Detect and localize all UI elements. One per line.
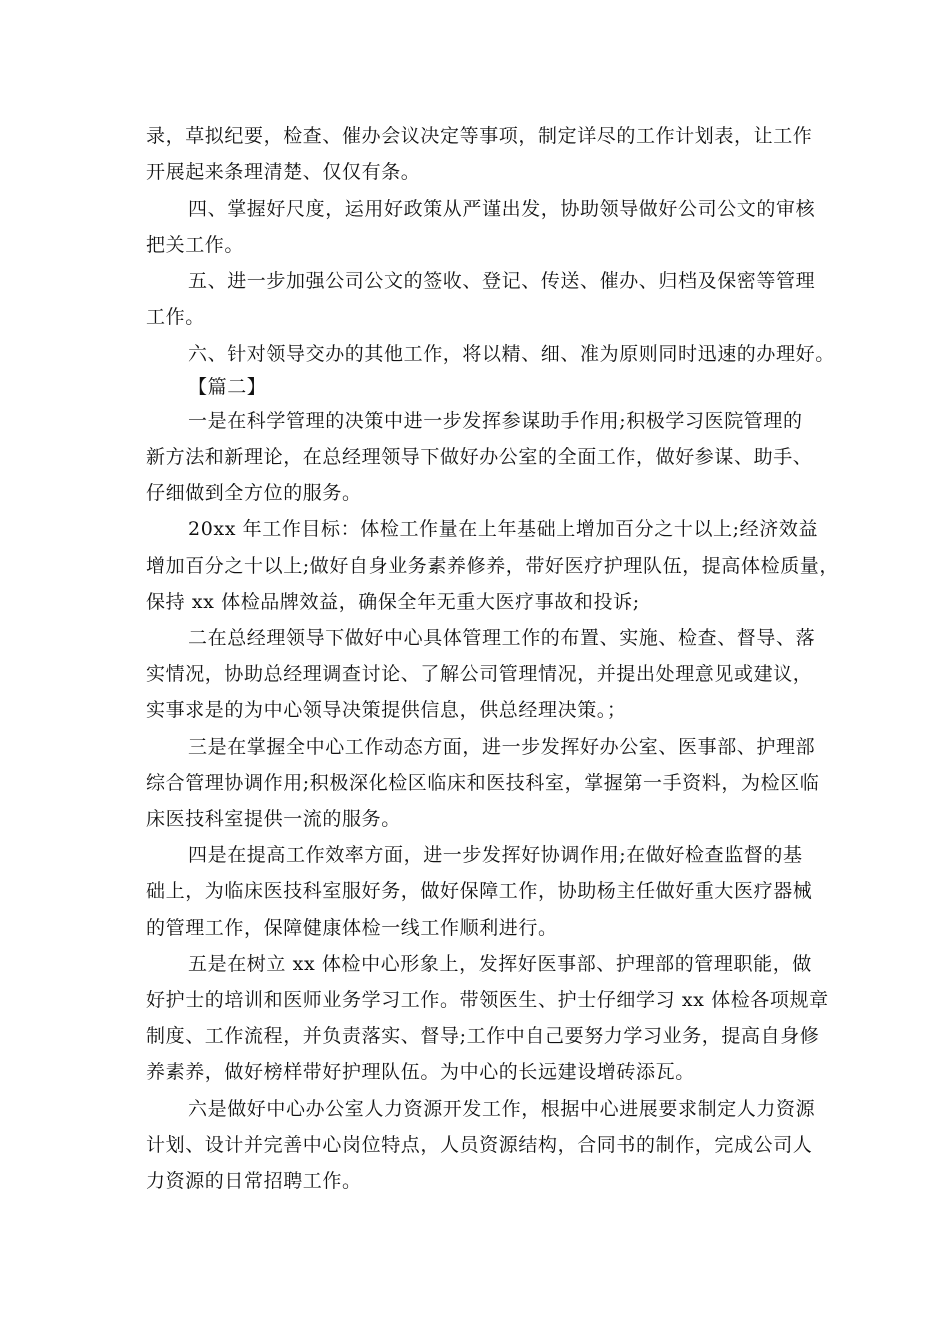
paragraph-line: 实事求是的为中心领导决策提供信息，供总经理决策。； [146, 699, 627, 721]
paragraph-line: 四、掌握好尺度，运用好政策从严谨出发，协助领导做好公司公文的审核 [188, 198, 816, 220]
paragraph-line: 的管理工作，保障健康体检一线工作顺利进行。 [146, 917, 558, 939]
paragraph-line: 二在总经理领导下做好中心具体管理工作的布置、实施、检查、督导、落 [188, 627, 816, 649]
paragraph-line: 工作。 [146, 306, 205, 328]
paragraph-line: 床医技科室提供一流的服务。 [146, 808, 401, 830]
paragraph-line: 五是在树立 xx 体检中心形象上，发挥好医事部、护理部的管理职能，做 [188, 953, 812, 975]
paragraph-line: 六是做好中心办公室人力资源开发工作，根据中心进展要求制定人力资源 [188, 1098, 816, 1120]
paragraph-line: 增加百分之十以上;做好自身业务素养修养，带好医疗护理队伍，提高体检质量， [146, 555, 840, 577]
paragraph-line: 仔细做到全方位的服务。 [146, 482, 362, 504]
paragraph-line: 把关工作。 [146, 234, 245, 256]
paragraph-line: 好护士的培训和医师业务学习工作。带领医生、护士仔细学习 xx 体检各项规章 [146, 989, 829, 1011]
paragraph-line: 新方法和新理论，在总经理领导下做好办公室的全面工作，做好参谋、助手、 [146, 446, 813, 468]
section-heading: 【篇二】 [188, 376, 267, 398]
paragraph-line: 四是在提高工作效率方面，进一步发挥好协调作用;在做好检查监督的基 [188, 844, 803, 866]
paragraph-line: 制度、工作流程，并负责落实、督导;工作中自己要努力学习业务，提高自身修 [146, 1025, 820, 1047]
paragraph-line: 一是在科学管理的决策中进一步发挥参谋助手作用;积极学习医院管理的 [188, 410, 803, 432]
paragraph-line: 实情况，协助总经理调查讨论、了解公司管理情况，并提出处理意见或建议， [146, 663, 813, 685]
paragraph-line: 力资源的日常招聘工作。 [146, 1170, 362, 1192]
paragraph-line: 开展起来条理清楚、仅仅有条。 [146, 161, 421, 183]
paragraph-line: 六、针对领导交办的其他工作，将以精、细、准为原则同时迅速的办理好。 [188, 343, 835, 365]
paragraph-line: 保持 xx 体检品牌效益，确保全年无重大医疗事故和投诉; [146, 591, 640, 613]
paragraph-line: 20xx 年工作目标：体检工作量在上年基础上增加百分之十以上;经济效益 [188, 518, 819, 540]
paragraph-line: 计划、设计并完善中心岗位特点，人员资源结构，合同书的制作，完成公司人 [146, 1134, 813, 1156]
paragraph-line: 综合管理协调作用;积极深化检区临床和医技科室，掌握第一手资料，为检区临 [146, 772, 820, 794]
paragraph-line: 养素养，做好榜样带好护理队伍。为中心的长远建设增砖添瓦。 [146, 1061, 695, 1083]
paragraph-line: 三是在掌握全中心工作动态方面，进一步发挥好办公室、医事部、护理部 [188, 736, 816, 758]
paragraph-line: 录，草拟纪要，检查、催办会议决定等事项，制定详尽的工作计划表，让工作 [146, 125, 813, 147]
paragraph-line: 五、进一步加强公司公文的签收、登记、传送、催办、归档及保密等管理 [188, 270, 816, 292]
paragraph-line: 础上，为临床医技科室服好务，做好保障工作，协助杨主任做好重大医疗器械 [146, 880, 813, 902]
